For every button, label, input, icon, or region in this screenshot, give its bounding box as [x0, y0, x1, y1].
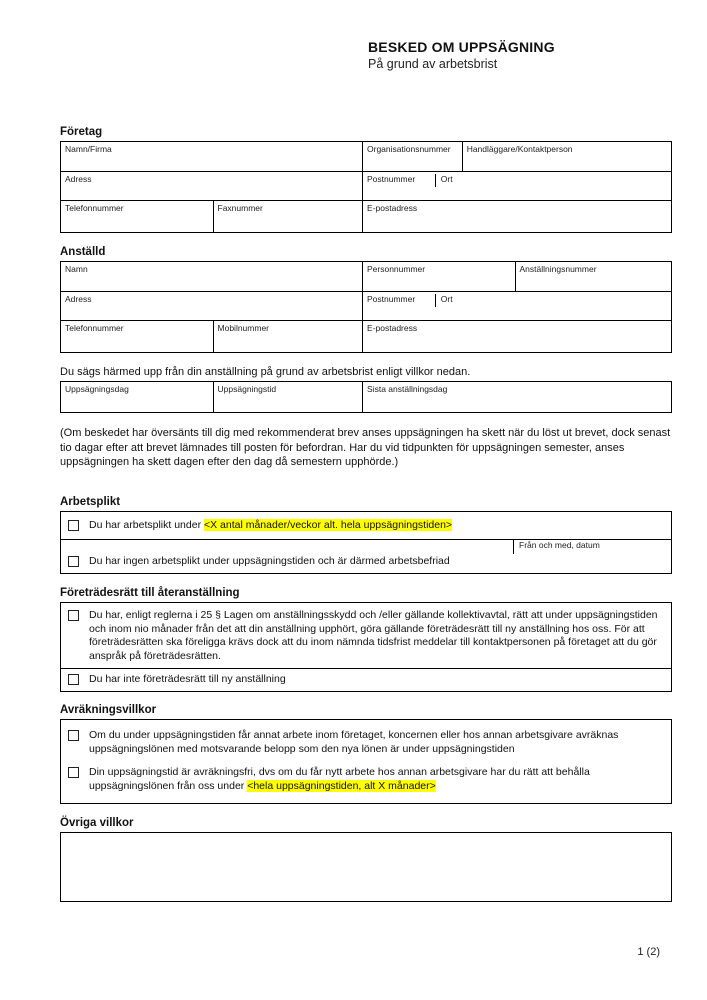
arbetsplikt-option-1-prefix: Du har arbetsplikt under: [89, 518, 204, 531]
field-ovriga-villkor[interactable]: [60, 832, 672, 902]
uppsagning-table: [60, 381, 672, 413]
arbetsplikt-option-2: [68, 555, 508, 569]
anstalld-table: [60, 261, 672, 353]
foretag-table: [60, 141, 672, 233]
field-uppsagningstid[interactable]: Uppsägningstid: [213, 382, 363, 412]
arbetsplikt-row-2: [61, 540, 671, 573]
fran-och-med-label: Från och med, datum: [513, 540, 600, 554]
arbetsplikt-option-1-text: [89, 519, 452, 533]
arbetsplikt-checkbox-1[interactable]: [68, 520, 79, 531]
foretag-row-3: [61, 200, 671, 232]
delivery-notice-paragraph: (Om beskedet har översänts till dig med rekommenderat brev anses uppsägningen ha skett när du löst ut brevet, dock senast tio dagar efter att brevet lämnades till posten för befordran. Har du vid tidpunkten för uppsägningen semester, anses uppsägningen ha skett dagen efter den dag då semestern upphörde.): [60, 427, 671, 469]
foretradesratt-checkbox-2[interactable]: [68, 674, 79, 685]
avrakningsvillkor-box: [60, 719, 672, 804]
section-header-arbetsplikt: Arbetsplikt: [60, 495, 121, 508]
document-subtitle: På grund av arbetsbrist: [368, 57, 498, 71]
foretradesratt-checkbox-1[interactable]: [68, 610, 79, 621]
foretag-row-2: [61, 171, 671, 200]
anstalld-row-2: [61, 291, 671, 320]
field-anstalld-epostadress[interactable]: E-postadress: [362, 321, 671, 352]
avrakning-option-1-text: Om du under uppsägningstiden får annat arbete inom företaget, koncernen eller hos annan arbetsgivare avräknas uppsägningslönen med motsvarande belopp som den nya lönen är under uppsägningstiden: [89, 729, 619, 755]
section-header-foretradesratt: Företrädesrätt till återanställning: [60, 586, 240, 599]
uppsagning-row: [61, 382, 671, 412]
field-faxnummer[interactable]: Faxnummer: [213, 201, 363, 232]
foretag-row-1: [61, 142, 671, 171]
page-number: 1 (2): [637, 946, 660, 958]
arbetsplikt-option-2-text: Du har ingen arbetsplikt under uppsägningstiden och är därmed arbetsbefriad: [89, 555, 450, 568]
avrakning-checkbox-2[interactable]: [68, 767, 79, 778]
field-foretag-telefonnummer[interactable]: Telefonnummer: [65, 203, 124, 213]
avrakning-option-1: [61, 720, 671, 761]
anstalld-row-1: [61, 262, 671, 291]
avrakning-option-2: [61, 761, 671, 802]
field-fran-och-med-datum[interactable]: [513, 540, 673, 555]
field-namn[interactable]: Namn: [65, 264, 88, 274]
avrakning-option-2-text: [89, 766, 667, 793]
field-foretag-ort[interactable]: [435, 172, 671, 200]
uppsagning-intro: Du sägs härmed upp från din anställning på grund av arbetsbrist enligt villkor nedan.: [60, 366, 471, 378]
foretradesratt-option-1-text: Du har, enligt reglerna i 25 § Lagen om anställningsskydd och /eller gällande kollektivavtal, rätt att under uppsägningstiden och inom nio månader från det att din anställning upphört, göra gällande företrädesrätt till ny anställning hos oss. För att företrädesrätten ska föreligga krävs dock att du inom nämnda tidsfrist meddelar till kontaktpersonen på företaget att du gör anspråk på företrädesrätten.: [89, 608, 658, 662]
field-personnummer[interactable]: Personnummer: [362, 262, 515, 291]
field-foretag-postnummer[interactable]: Postnummer: [362, 172, 435, 200]
field-uppsagningsdag[interactable]: Uppsägningsdag: [65, 384, 129, 394]
ort-label: Ort: [435, 174, 453, 187]
avrakning-checkbox-1[interactable]: [68, 730, 79, 741]
field-anstalld-ort[interactable]: [435, 292, 671, 320]
field-foretag-epostadress[interactable]: E-postadress: [362, 201, 671, 232]
arbetsplikt-option-1: [61, 512, 671, 540]
field-foretag-adress[interactable]: Adress: [65, 174, 92, 184]
avrakning-option-2-placeholder: <hela uppsägningstiden, alt X månader>: [247, 780, 436, 792]
foretradesratt-option-2-text: Du har inte företrädesrätt till ny anställning: [89, 673, 286, 686]
arbetsplikt-box: [60, 511, 672, 574]
section-header-anstalld: Anställd: [60, 246, 106, 258]
foretradesratt-option-2: [61, 668, 671, 691]
section-header-ovriga-villkor: Övriga villkor: [60, 816, 134, 829]
section-header-foretag: Företag: [60, 126, 103, 138]
field-namn-firma[interactable]: Namn/Firma: [65, 144, 112, 154]
arbetsplikt-option-1-placeholder: <X antal månader/veckor alt. hela uppsägningstiden>: [203, 518, 453, 531]
field-organisationsnummer[interactable]: Organisationsnummer: [362, 142, 462, 171]
field-anstalld-postnummer[interactable]: Postnummer: [362, 292, 435, 320]
arbetsplikt-checkbox-2[interactable]: [68, 556, 79, 567]
field-sista-anstallningsdag[interactable]: Sista anställningsdag: [362, 382, 671, 412]
document-title: BESKED OM UPPSÄGNING: [368, 39, 555, 55]
foretradesratt-box: [60, 602, 672, 692]
field-mobilnummer[interactable]: Mobilnummer: [213, 321, 363, 352]
anstalld-row-3: [61, 320, 671, 352]
field-anstallningsnummer[interactable]: Anställningsnummer: [515, 262, 672, 291]
document-header: [368, 39, 555, 71]
avrakning-option-2-prefix: Din uppsägningstid är avräkningsfri, dvs om du får nytt arbete hos annan arbetsgivare har du rätt att behålla uppsägningslönen från oss under: [89, 766, 590, 792]
section-header-avrakningsvillkor: Avräkningsvillkor: [60, 704, 157, 717]
field-handlaggare-kontaktperson[interactable]: Handläggare/Kontaktperson: [462, 142, 671, 171]
document-content: [60, 126, 672, 902]
foretradesratt-option-1: [61, 603, 671, 669]
field-anstalld-adress[interactable]: Adress: [65, 294, 92, 304]
ort-label: Ort: [435, 294, 453, 307]
field-anstalld-telefonnummer[interactable]: Telefonnummer: [65, 323, 124, 333]
